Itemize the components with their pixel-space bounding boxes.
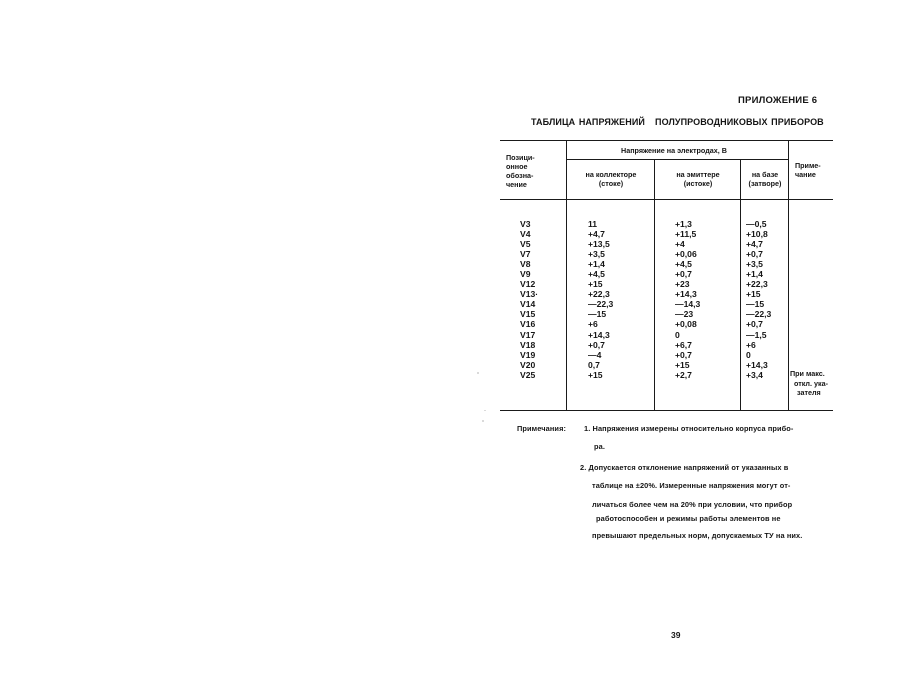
scan-speck (477, 372, 479, 374)
v25-note-line: При макс. (790, 369, 825, 378)
cell-position: V19 (520, 349, 536, 360)
header-bottom-rule (500, 199, 833, 200)
note-2-line-4: работоспособен и режимы работы элементов не (596, 514, 781, 523)
cell-collector: +13,5 (588, 239, 610, 250)
table-title (531, 117, 824, 127)
cell-collector: +4,7 (588, 229, 605, 240)
cell-collector: +14,3 (588, 329, 610, 340)
table-bottom-rule (500, 410, 833, 411)
cell-collector: +1,4 (588, 259, 605, 270)
cell-position: V18 (520, 339, 536, 350)
note-2-line-1: 2. Допускается отклонение напряжений от указанных в (580, 463, 789, 472)
header-note-line: Приме- (795, 161, 821, 170)
cell-collector: +3,5 (588, 249, 605, 260)
cell-collector: +4,5 (588, 269, 605, 280)
header-position (506, 153, 535, 189)
header-note-line: чание (795, 170, 816, 179)
cell-collector: —4 (588, 349, 602, 360)
cell-emitter: +11,5 (675, 229, 697, 240)
column-base (746, 219, 771, 380)
appendix-heading: ПРИЛОЖЕНИЕ 6 (738, 95, 818, 106)
cell-position: V12 (520, 279, 536, 290)
header-emitter (655, 170, 741, 188)
note-2-line-5: превышают предельных норм, допускаемых ТУ на них. (592, 531, 803, 540)
cell-collector: 0,7 (588, 359, 600, 370)
cell-collector: +15 (588, 279, 603, 290)
cell-base: +4,7 (746, 239, 763, 250)
header-emitter-line: на эмиттере (676, 170, 720, 179)
cell-emitter: +0,7 (675, 349, 692, 360)
header-position-line: обозна- (506, 171, 534, 180)
header-collector-line: (стоке) (598, 179, 624, 188)
cell-collector: +0,7 (588, 339, 605, 350)
cell-base: —15 (746, 299, 765, 310)
notes-label: Примечания: (517, 424, 567, 433)
note-1-line-2: ра. (594, 442, 605, 451)
cell-emitter: +23 (675, 279, 690, 290)
v25-note-line: зателя (797, 388, 821, 397)
cell-base: 0 (746, 349, 751, 360)
header-base (741, 170, 789, 188)
cell-position: V7 (520, 249, 531, 260)
header-base-line: на базе (751, 170, 779, 179)
cell-base: +3,4 (746, 369, 763, 380)
header-position-line: онное (506, 162, 528, 171)
cell-base: —22,3 (746, 309, 772, 320)
column-position (520, 219, 538, 380)
col-divider-3 (740, 159, 741, 411)
column-emitter (675, 219, 700, 380)
col-divider-2 (654, 159, 655, 411)
cell-base: +10,8 (746, 229, 768, 240)
cell-collector: —15 (588, 309, 607, 320)
note-2-line-3: личаться более чем на 20% при условии, что прибор (592, 500, 793, 509)
group-sub-rule (567, 159, 789, 160)
page-number: 39 (671, 630, 681, 640)
header-note (795, 161, 821, 179)
cell-collector: +6 (588, 319, 598, 330)
cell-collector: +22,3 (588, 289, 610, 300)
cell-emitter: +6,7 (675, 339, 692, 350)
header-position-line: чение (506, 180, 527, 189)
cell-position: V17 (520, 329, 536, 340)
cell-position: V25 (520, 369, 536, 380)
cell-base: +14,3 (746, 359, 768, 370)
cell-base: +1,4 (746, 269, 763, 280)
cell-emitter: +1,3 (675, 219, 692, 229)
cell-emitter: 0 (675, 329, 680, 340)
scan-speck (484, 410, 486, 411)
cell-emitter: +0,08 (675, 319, 697, 330)
v25-note-cell (790, 369, 828, 398)
cell-base: —1,5 (746, 329, 767, 340)
header-base-line: (затворе) (748, 179, 782, 188)
cell-base: +0,7 (746, 319, 763, 330)
note-2-line-2: таблице на ±20%. Измеренные напряжения могут от- (592, 481, 791, 490)
cell-position: V4 (520, 229, 531, 240)
cell-position: V8 (520, 259, 531, 270)
cell-emitter: +14,3 (675, 289, 697, 300)
cell-emitter: +4 (675, 239, 685, 250)
table-title-part2: ПОЛУПРОВОДНИКОВЫХ ПРИБОРОВ (655, 117, 824, 127)
cell-emitter: +2,7 (675, 369, 692, 380)
cell-emitter: +15 (675, 359, 690, 370)
cell-emitter: +0,06 (675, 249, 697, 260)
cell-position: V20 (520, 359, 536, 370)
cell-base: +6 (746, 339, 756, 350)
cell-base: +15 (746, 289, 761, 300)
cell-emitter: +0,7 (675, 269, 692, 280)
cell-base: +22,3 (746, 279, 768, 290)
table-top-rule (500, 140, 833, 141)
v25-note-line: откл. ука- (794, 378, 828, 388)
cell-collector: +15 (588, 369, 603, 380)
cell-emitter: +4,5 (675, 259, 692, 270)
cell-position: V15 (520, 309, 536, 320)
cell-position: V3 (520, 219, 531, 229)
cell-position: V5 (520, 239, 531, 250)
cell-base: +0,7 (746, 249, 763, 260)
header-collector-line: на коллекторе (585, 170, 637, 179)
table-title-part1: ТАБЛИЦА НАПРЯЖЕНИЙ (531, 117, 646, 127)
cell-base: +3,5 (746, 259, 763, 270)
cell-position: V14 (520, 299, 536, 310)
cell-position: V9 (520, 269, 531, 280)
header-voltage-group: Напряжение на электродах, В (621, 146, 727, 155)
cell-collector: —22,3 (588, 299, 614, 310)
column-collector (588, 219, 613, 380)
note-1-line-1: 1. Напряжения измерены относительно корпуса прибо- (584, 424, 794, 433)
scan-speck (482, 420, 484, 422)
cell-collector: 11 (588, 219, 598, 229)
cell-emitter: —23 (675, 309, 694, 320)
header-position-line: Позици- (506, 153, 535, 162)
cell-emitter: —14,3 (675, 299, 701, 310)
header-emitter-line: (истоке) (683, 179, 713, 188)
header-collector (567, 170, 655, 188)
cell-base: —0,5 (746, 219, 767, 229)
cell-position: V16 (520, 319, 536, 330)
cell-position: V13· (520, 289, 539, 300)
